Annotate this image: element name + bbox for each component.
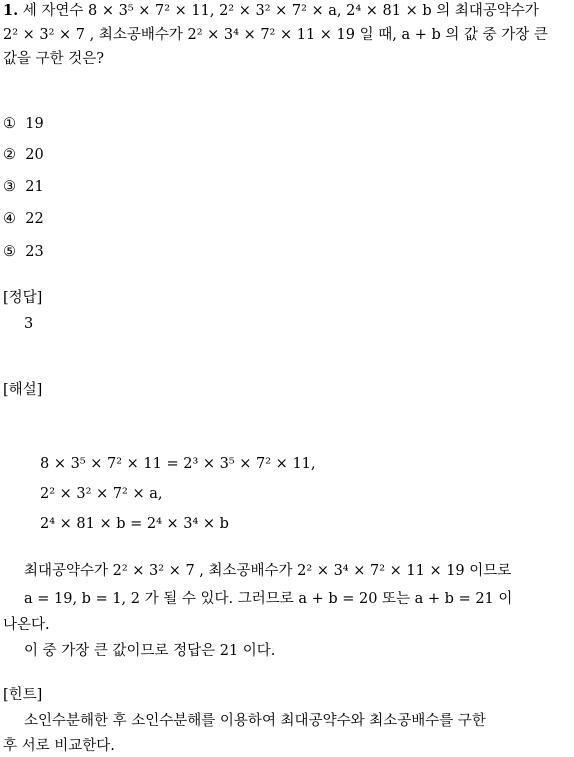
hint-line-2: 후 서로 비교한다. <box>3 738 115 754</box>
question-line-1 <box>3 1 539 21</box>
explanation-paragraph-1: 최대공약수가 2² × 3² × 7 , 최소공배수가 2² × 3⁴ × 7² × 11 × 19 이므로 <box>24 563 512 579</box>
explanation-equation-3: 2⁴ × 81 × b = 2⁴ × 3⁴ × b <box>40 516 229 532</box>
choice-marker: ① <box>3 116 16 132</box>
choice-value: 19 <box>25 116 44 132</box>
choice-2[interactable] <box>3 145 44 165</box>
choice-marker: ⑤ <box>3 244 16 260</box>
explanation-paragraph-3: 나온다. <box>3 617 50 633</box>
explanation-equation-1: 8 × 3⁵ × 7² × 11 = 2³ × 3⁵ × 7² × 11, <box>40 456 316 472</box>
choice-value: 22 <box>25 211 44 227</box>
explanation-paragraph-2: a = 19, b = 1, 2 가 될 수 있다. 그러므로 a + b = 20 또는 a + b = 21 이 <box>24 591 513 607</box>
question-number: 1. <box>3 2 19 19</box>
choice-3[interactable] <box>3 177 44 197</box>
choice-value: 23 <box>25 244 44 260</box>
choice-marker: ③ <box>3 179 16 195</box>
explanation-paragraph-4: 이 중 가장 큰 값이므로 정답은 21 이다. <box>24 643 276 659</box>
choice-value: 21 <box>25 179 44 195</box>
choice-5[interactable] <box>3 242 44 262</box>
choice-marker: ④ <box>3 211 16 227</box>
choice-1[interactable] <box>3 114 44 134</box>
answer-value: 3 <box>24 316 34 332</box>
question-text-1: 세 자연수 8 × 3⁵ × 7² × 11, 2² × 3² × 7² × a, 2⁴ × 81 × b 의 최대공약수가 <box>22 3 539 19</box>
answer-label: [정답] <box>3 290 43 306</box>
choice-marker: ② <box>3 147 16 163</box>
explanation-equation-2: 2² × 3² × 7² × a, <box>40 486 163 502</box>
choice-value: 20 <box>25 147 44 163</box>
hint-line-1: 소인수분해한 후 소인수분해를 이용하여 최대공약수와 최소공배수를 구한 <box>24 713 486 729</box>
choice-4[interactable] <box>3 209 44 229</box>
hint-label: [힌트] <box>3 687 43 703</box>
question-line-3: 값을 구한 것은? <box>3 51 105 67</box>
question-line-2: 2² × 3² × 7 , 최소공배수가 2² × 3⁴ × 7² × 11 × 19 일 때, a + b 의 값 중 가장 큰 <box>3 27 548 43</box>
explanation-label: [해설] <box>3 382 43 398</box>
